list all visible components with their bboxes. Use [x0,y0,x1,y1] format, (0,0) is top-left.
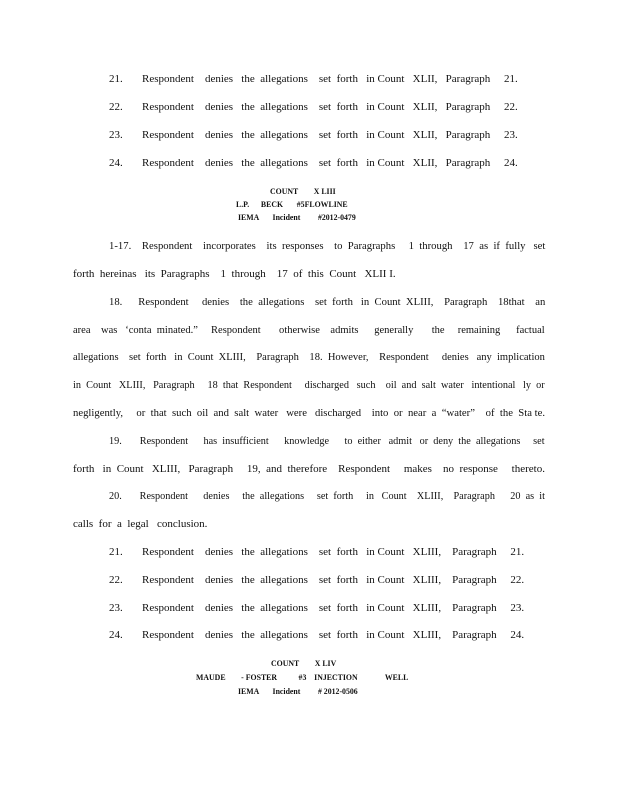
para-18-line-3: allegations set forth in Count XLIII, Paragraph 18. However, Respondent denies any implication [73,351,545,363]
response-24-text: Respondent denies the allegations set forth in Count XLII, Paragraph 24. [142,157,518,169]
response-21b-text: Respondent denies the allegations set forth in Count XLIII, Paragraph 21. [142,546,525,558]
para-19-line-1: 19. Respondent has insufficient knowledge to either admit or deny the allegations set [109,435,545,447]
response-23b-text: Respondent denies the allegations set forth in Count XLIII, Paragraph 23. [142,602,525,614]
para-1-17-line-1: 1-17. Respondent incorporates its responses to Paragraphs 1 through 17 as if fully set [109,240,546,252]
response-21-number: 21. [109,73,123,85]
para-1-17-line-2: forth hereinas its Paragraphs 1 through 17 of this Count XLII I. [73,268,396,280]
response-24b-text: Respondent denies the allegations set forth in Count XLIII, Paragraph 24. [142,629,525,641]
count-43-title: COUNT X LIII [270,186,336,196]
para-19-line-2: forth in Count XLIII, Paragraph 19, and therefore Respondent makes no response thereto. [73,463,545,475]
response-22b-number: 22. [109,574,123,586]
response-21-text: Respondent denies the allegations set forth in Count XLII, Paragraph 21. [142,73,518,85]
para-20-line-2: calls for a legal conclusion. [73,518,208,530]
count-43-incident: IEMA Incident #2012-0479 [238,212,356,222]
para-18-line-5: negligently, or that such oil and salt water were discharged into or near a “water” of the Sta te. [73,407,546,419]
response-24b-number: 24. [109,629,123,641]
count-44-incident: IEMA Incident # 2012-0506 [238,686,358,696]
count-44-title: COUNT X LIV [271,658,337,668]
para-18-line-2: area was ‘conta minated.” Respondent otherwise admits generally the remaining factual [73,324,545,336]
para-20-line-1: 20. Respondent denies the allegations set forth in Count XLIII, Paragraph 20 as it [109,490,545,502]
response-22b-text: Respondent denies the allegations set forth in Count XLIII, Paragraph 22. [142,574,525,586]
count-43-site: L.P. BECK #5FLOWLINE [236,199,348,209]
response-23-text: Respondent denies the allegations set forth in Count XLII, Paragraph 23. [142,129,518,141]
count-44-site: MAUDE - FOSTER #3 INJECTION WELL [196,672,409,682]
response-24-number: 24. [109,157,123,169]
response-21b-number: 21. [109,546,123,558]
response-23-number: 23. [109,129,123,141]
response-22-number: 22. [109,101,123,113]
para-18-line-1: 18. Respondent denies the allegations set forth in Count XLIII, Paragraph 18that an [109,296,546,308]
response-22-text: Respondent denies the allegations set forth in Count XLII, Paragraph 22. [142,101,518,113]
response-23b-number: 23. [109,602,123,614]
para-18-line-4: in Count XLIII, Paragraph 18 that Respondent discharged such oil and salt water intentional ly or [73,379,545,391]
